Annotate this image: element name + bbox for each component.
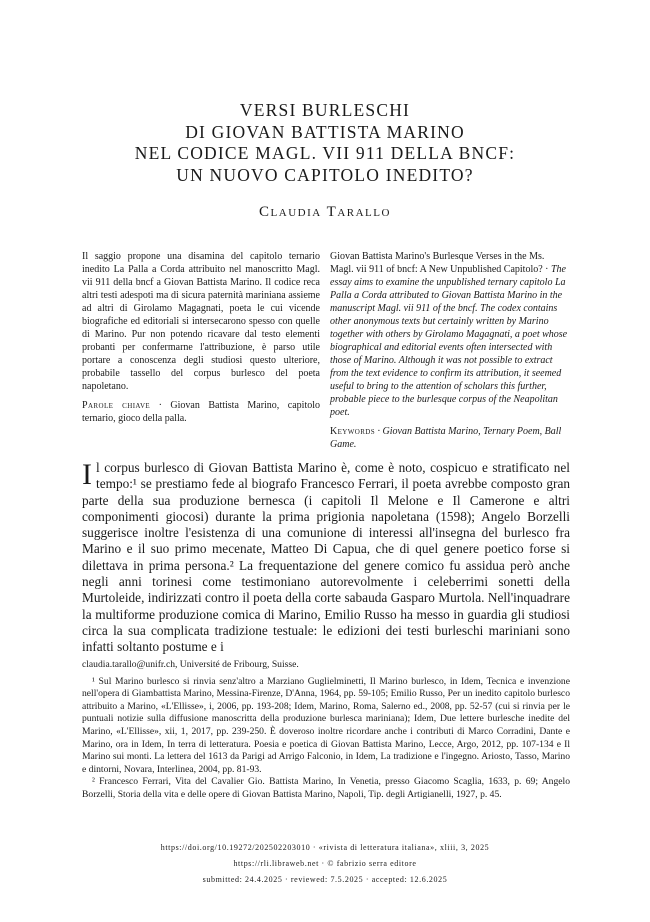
footnotes [82,659,570,802]
title-line: NEL CODICE MAGL. VII 911 DELLA BNCF: [134,143,516,163]
author-name: Claudia Tarallo [259,204,391,220]
abstract-italian-text: Il saggio propone una disamina del capitolo ternario inedito La Palla a Corda attribuito nel manoscritto Magl. vii 911 della bncf a Giovan Battista Marino. Il codice reca altri testi adespoti ma di sicura paternità mariniana assieme ad altri di Girolamo Magagnati, poeta le cui vicende biografiche ed editoriali si intersecarono spesso con quelle di Marino. Pur non potendo ricavare dal testo elementi probanti per confermarne l'attribuzione, è parso utile portare a conoscenza degli studiosi questo ulteriore, probabile tassello del corpus burlesco del poeta napoletano. [82,251,320,392]
keywords-italian [82,399,320,425]
footnote-1: ¹ Sul Marino burlesco si rinvia senz'altro a Marziano Guglielminetti, Il Marino burlesco, in Idem, Tecnica e invenzione nell'opera di Giambattista Marino, Messina-Firenze, D'Anna, 1964, pp. 59-105; Emilio Russo, Per un inedito capitolo burlesco attribuito a Marino, «L'Ellisse», i, 2006, pp. 193-208; Idem, Marino, Roma, Salerno ed., 2008, pp. 52-57 (cui si rinvia per le puntuali notizie sulla diffusione manoscritta della produzione burlesca mariniana); Idem, Due lettere burlesche inedite del Marino, «L'Ellisse», xii, 1, 2017, pp. 239-250. È doveroso inoltre ricordare anche i contributi di Marco Corradini, Dante e Marino, ora in Idem, In terra di letteratura. Poesia e poetica di Giovan Battista Marino, Lecce, Argo, 2012, pp. 107-134 e Il Marino sui monti. La lettera del 1613 da Parigi ad Arrigo Falconio, in Idem, La tradizione e l'ingegno. Ariosto, Tasso, Marino e dintorni, Novara, Interlinea, 2004, pp. 81-93. [82,675,570,775]
body-paragraph: l corpus burlesco di Giovan Battista Marino è, come è noto, cospicuo e stratificato nel tempo:¹ se prestiamo fede al biografo Francesco Ferrari, il poeta avrebbe composto gran parte della sua produzione bernesca (i capitoli Il Melone e Il Camerone e altri componimenti giocosi) durante la prima prigionia napoletana (1598); Angelo Borzelli suggerisce inoltre l'esistenza di una comunione di interessi all'insegna del burlesco fra Marino e il suo primo mecenate, Matteo Di Capua, che di quel genere poetico forse si dilettava in prima persona.² La frequentazione del genere comico fu assidua però anche negli anni torinesi come testimoniano autorevolmente i celeberrimi sonetti della Murtoleide, indirizzati contro il poeta della corte sabauda Gasparo Murtola. Nell'inquadrare la multiforme produzione comica di Marino, Emilio Russo ha messo in guardia gli studiosi circa la sua complicata tradizione testuale: le edizioni dei testi burleschi mariniani sono infatti soltanto postume e i [82,460,570,655]
footer-doi: https://doi.org/10.19272/202502203010 · «rivista di letteratura italiana», xliii, 3, 2025 [160,843,490,852]
body-text [82,460,570,656]
article-title [0,100,650,186]
footer-publisher: https://rli.libraweb.net · © fabrizio serra editore [233,859,417,868]
title-line: UN NUOVO CAPITOLO INEDITO? [176,164,474,185]
keywords-english [330,425,570,451]
footnote-2: ² Francesco Ferrari, Vita del Cavalier Gio. Battista Marino, In Venetia, presso Giacomo Scaglia, 1633, p. 69; Angelo Borzelli, Storia della vita e delle opere di Giovan Battista Marino, Napoli, Tip. degli Artigianelli, 1927, p. 45. [82,776,570,800]
keywords-english-label: Keywords [330,426,376,437]
keywords-english-text: · Giovan Battista Marino, Ternary Poem, Ball Game. [330,426,562,450]
abstract-english-text: The essay aims to examine the unpublished ternary capitolo La Palla a Corda attributed to Giovan Battista Marino in the manuscript Magl. vii 911 of the bncf. The codex contains other anonymous texts but certainly written by Marino together with others by Girolamo Magagnati, a poet whose biographical and editorial events often intersected with those of Marino. Although it was not possible to extract from the text evidence to confirm its attribution, it seemed useful to bring to the attention of scholars this further, probable piece to the burlesque corpus of the Neapolitan poet. [330,264,568,418]
abstract-italian [82,250,320,425]
abstract-english [330,250,570,451]
keywords-italian-text: · Giovan Battista Marino, capitolo ternario, gioco della palla. [82,400,320,424]
author-affiliation: claudia.tarallo@unifr.ch, Université de Fribourg, Suisse. [82,659,299,670]
keywords-italian-label: Parole chiave [82,400,151,411]
title-line: VERSI BURLESCHI [239,100,411,120]
footer-dates: submitted: 24.4.2025 · reviewed: 7.5.2025 · accepted: 12.6.2025 [202,875,448,884]
drop-cap: I [82,458,92,491]
title-line: DI GIOVAN BATTISTA MARINO [185,121,465,142]
abstract-english-title: Giovan Battista Marino's Burlesque Verses in the Ms. Magl. vii 911 of bncf: A New Unpublished Capitolo? · [330,251,549,275]
